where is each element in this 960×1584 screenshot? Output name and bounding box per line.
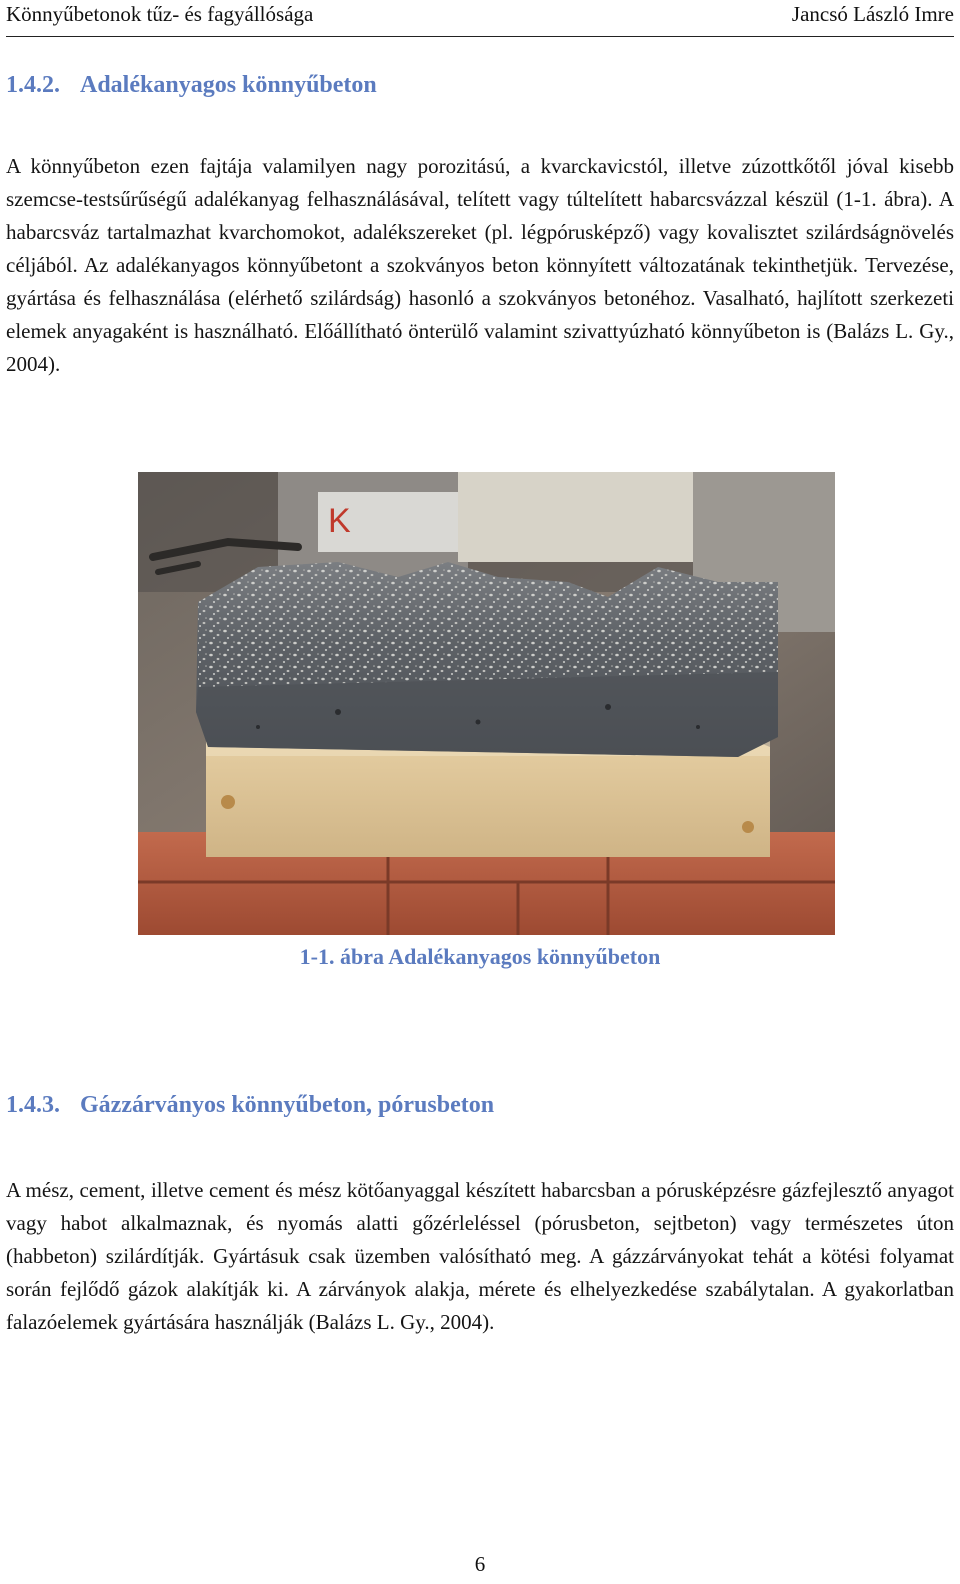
section-paragraph: A könnyűbeton ezen fajtája valamilyen nagy porozitású, a kvarckavicstól, illetve zúzottkőtől jóval kisebb szemcse-testsűrűségű adalékanyag felhasználásával, telített vagy túltelített habarcsvázzal készül (1-1. ábra). A habarcsváz tartalmazhat kvarchomokot, adalékszereket (pl. légpórusképző) vagy kovalisztet szilárdságnövelés céljából. Az adalékanyagos könnyűbetont a szokványos beton könnyített változatának tekinthetjük. Tervezése, gyártása és felhasználása (elérhető szilárdság) hasonló a szokványos betonéhoz. Vasalható, hajlított szerkezeti elemek anyagaként is használható. Előállítható önterülő valamint szivattyúzható könnyűbeton is (Balázs L. Gy., 2004). [6, 154, 954, 376]
section-heading-1-4-2 [6, 72, 377, 99]
figure-caption: 1-1. ábra Adalékanyagos könnyűbeton [299, 944, 661, 969]
section-number: 1.4.3. [6, 1092, 60, 1118]
section-title: Adalékanyagos könnyűbeton [80, 72, 377, 98]
page-number: 6 [474, 1552, 486, 1576]
svg-text:K: K [328, 502, 351, 540]
concrete-sample-photo [138, 472, 835, 935]
page-header [6, 0, 954, 37]
header-author: Jancsó László Imre [791, 2, 954, 26]
section-number: 1.4.2. [6, 72, 60, 98]
header-document-title: Könnyűbetonok tűz- és fagyállósága [6, 2, 314, 26]
section-heading-1-4-3 [6, 1092, 494, 1119]
section-title: Gázzárványos könnyűbeton, pórusbeton [80, 1092, 495, 1118]
photo-illustration [138, 472, 835, 935]
section-paragraph: A mész, cement, illetve cement és mész kötőanyaggal készített habarcsban a pórusképzésre gázfejlesztő anyagot vagy habot alkalmaznak, és nyomás alatti gőzérleléssel (pórusbeton, sejtbeton) vagy természetes úton (habbeton) szilárdítják. Gyártásuk csak üzemben valósítható meg. A gázzárványokat tehát a kötési folyamat során fejlődő gázok alakítják ki. A zárványok alakja, mérete és elhelyezkedése szabálytalan. A gyakorlatban falazóelemek gyártására használják (Balázs L. Gy., 2004). [6, 1178, 954, 1334]
